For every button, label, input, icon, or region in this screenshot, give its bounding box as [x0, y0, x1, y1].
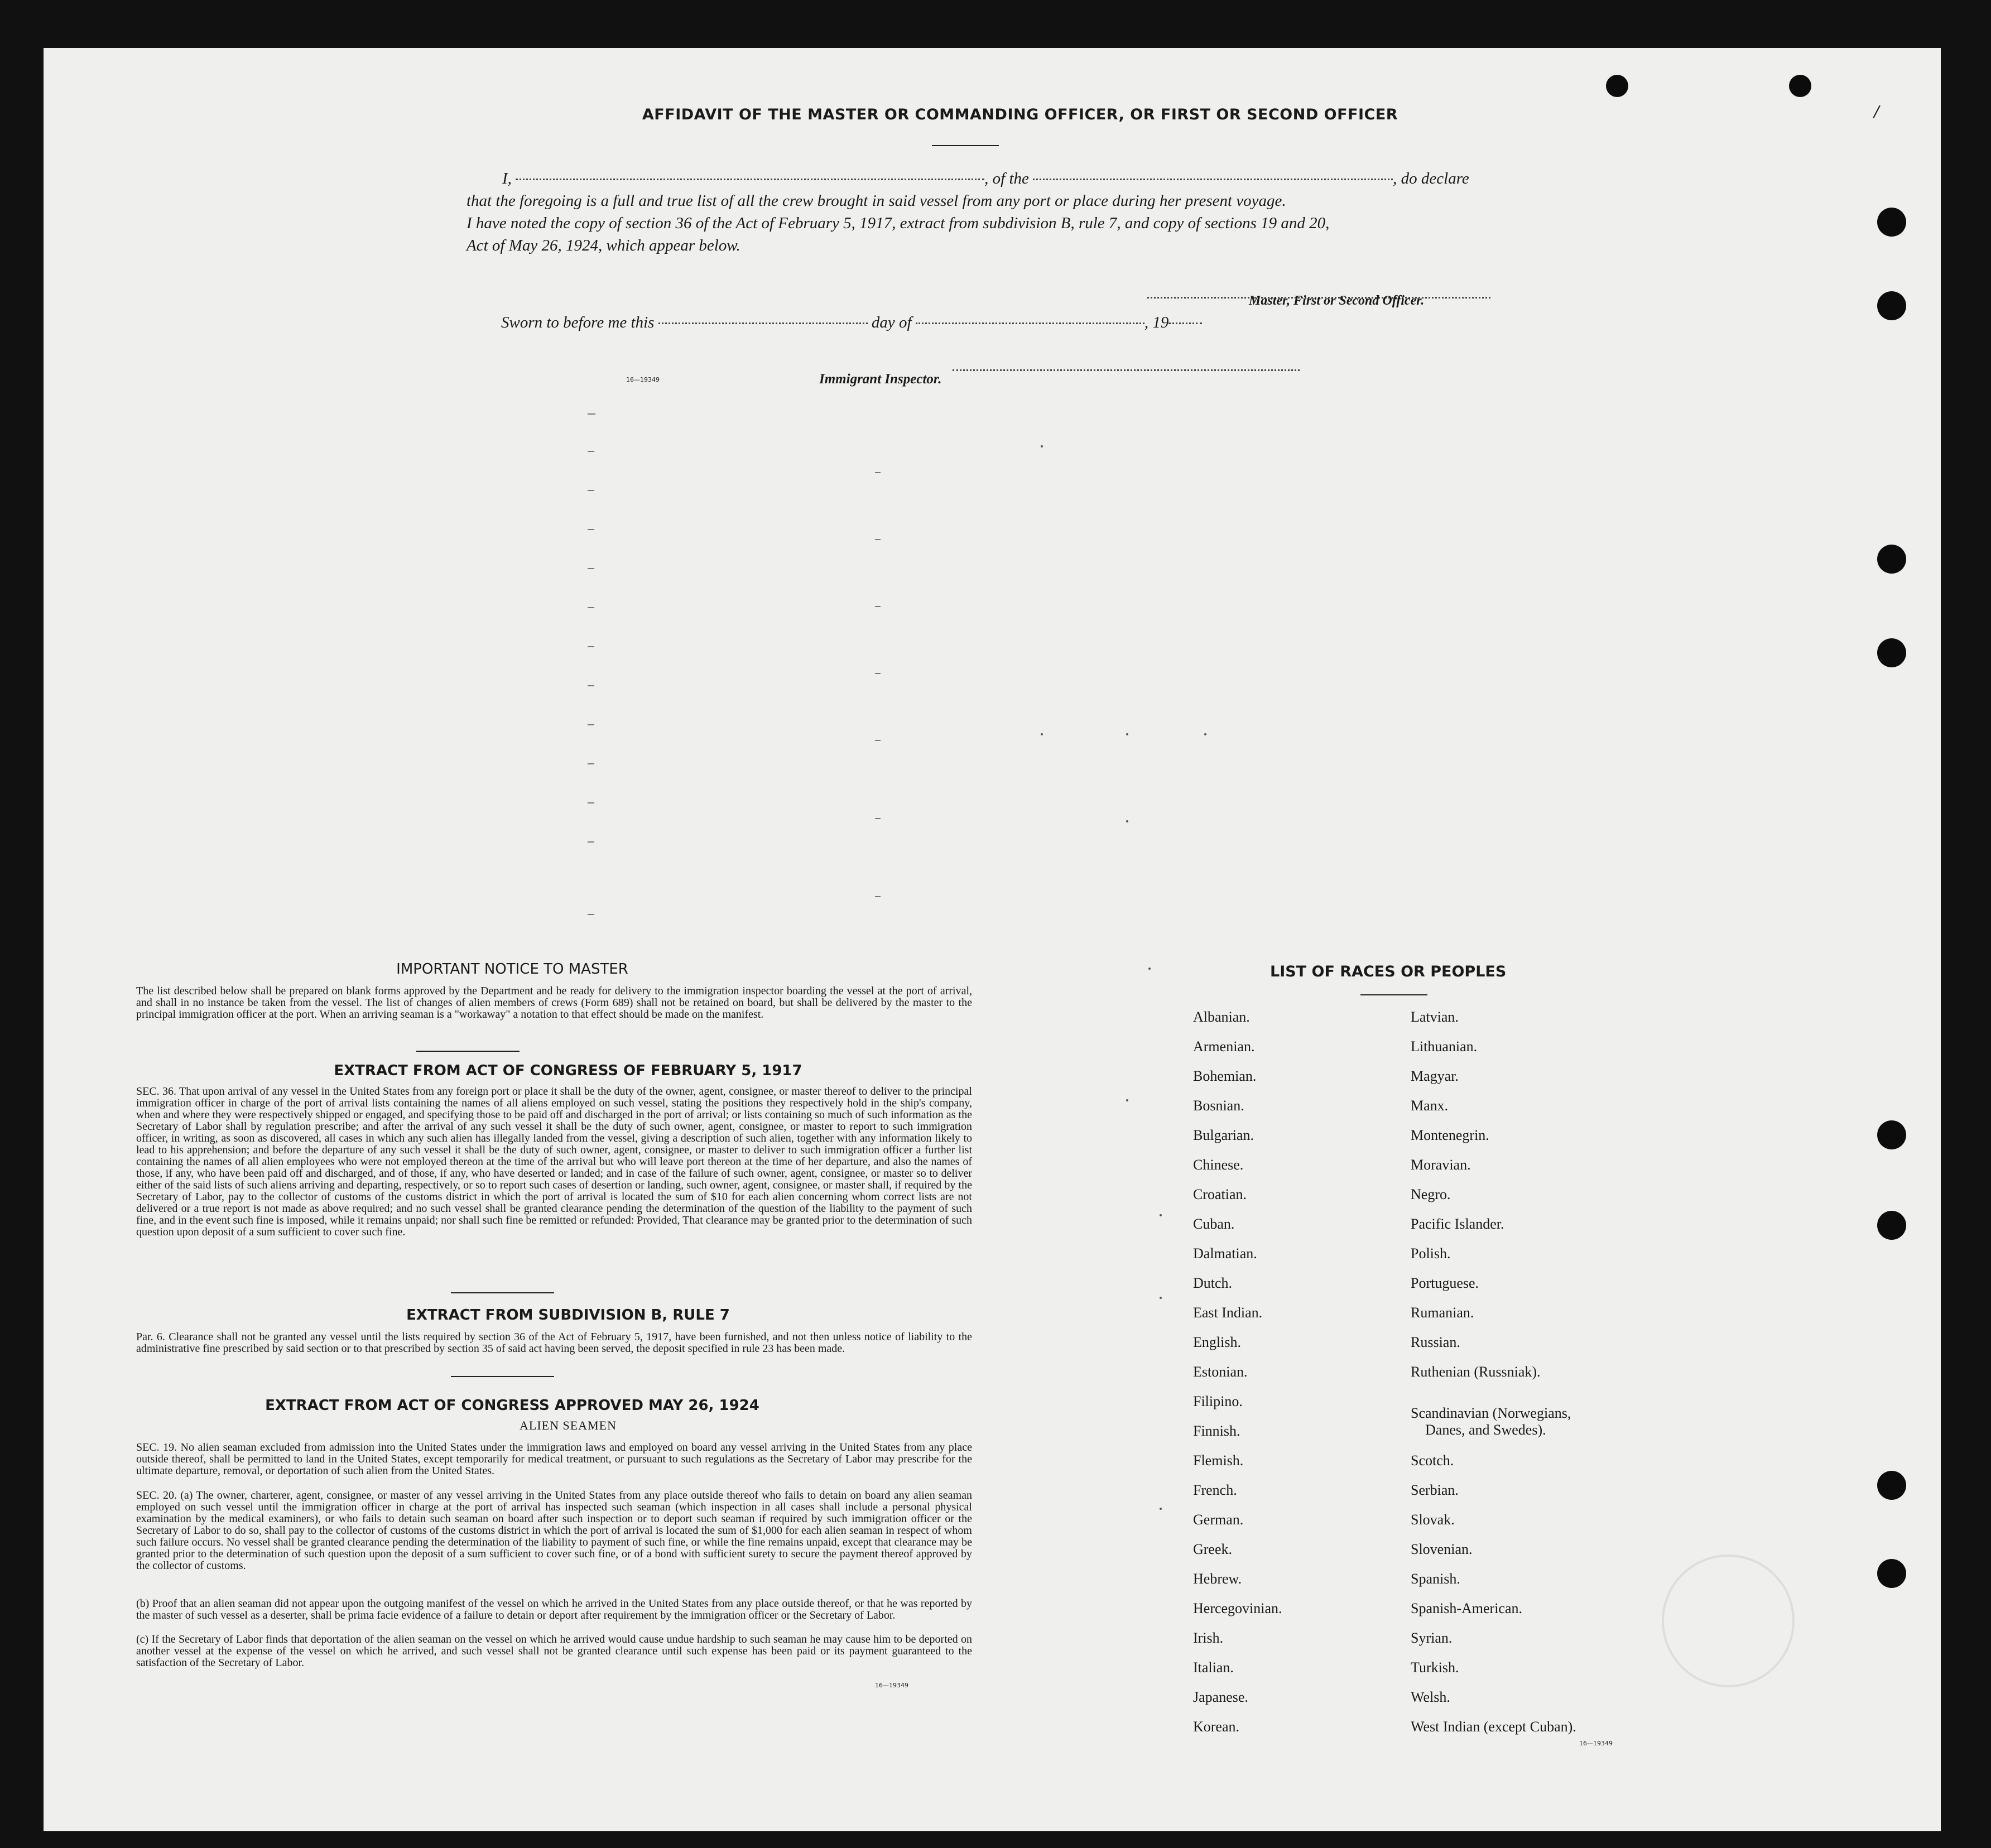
- race-right: Ruthenian (Russniak).: [1411, 1364, 1541, 1380]
- affidavit-title: AFFIDAVIT OF THE MASTER OR COMMANDING OFFICER, OR FIRST OR SECOND OFFICER: [642, 106, 1398, 123]
- race-left: German.: [1193, 1512, 1244, 1528]
- race-left: Armenian.: [1193, 1038, 1255, 1055]
- extract-1924-sec19: SEC. 19. No alien seaman excluded from admission into the United States under the immigration laws and employed on board any vessel arriving in the United States from any place outside thereof, shall be permitted to land in the United States, except temporarily for medical treatment, or pursuant to such regulations as the Secretary of Labor may prescribe for the ultimate departure, removal, or deportation of such alien from the United States.: [136, 1441, 972, 1477]
- bleed-mark: [1041, 733, 1043, 735]
- master-signature-label: Master, First or Second Officer.: [1249, 293, 1425, 308]
- race-left: Greek.: [1193, 1541, 1233, 1557]
- race-left: Albanian.: [1193, 1009, 1250, 1025]
- bleed-mark: [588, 841, 594, 843]
- affidavit-line-1: that the foregoing is a full and true list of all the crew brought in said vessel from any port or place during her present voyage.: [467, 192, 1286, 210]
- race-right: West Indian (except Cuban).: [1411, 1719, 1576, 1735]
- bleed-mark: [1160, 1297, 1162, 1299]
- race-left: Hebrew.: [1193, 1571, 1242, 1587]
- bleed-mark: [875, 539, 881, 540]
- punch-hole: [1789, 75, 1811, 97]
- race-left: Finnish.: [1193, 1423, 1240, 1439]
- race-left: Bosnian.: [1193, 1098, 1244, 1114]
- bleed-mark: [875, 896, 881, 897]
- punch-hole: [1877, 1211, 1906, 1240]
- extract-1924-sec20b: (b) Proof that an alien seaman did not appear upon the outgoing manifest of the vessel on which he arrived in the United States from any place outside thereof, or that he was reported by the master of such vessel as a deserter, shall be prima facie evidence of a failure to detain or deport after requirement by the immigration officer or the Secretary of Labor.: [136, 1597, 972, 1621]
- bleed-mark: [875, 606, 881, 607]
- notice-text: The list described below shall be prepared on blank forms approved by the Department and be ready for delivery to the immigration inspector boarding the vessel at the port of arrival, and shall in no instance be taken from the vessel. The list of changes of alien members of crews (Form 689) shall not be retained on board, but shall be delivered by the master to the principal immigration officer at the port. When an arriving seaman is a "workaway" a notation to that effect should be made on the manifest.: [136, 985, 972, 1021]
- form-number-right: 16—19349: [1579, 1740, 1613, 1747]
- race-right: Lithuanian.: [1411, 1038, 1478, 1055]
- race-left: Cuban.: [1193, 1216, 1235, 1232]
- bleed-mark: [588, 529, 594, 530]
- race-left: Bulgarian.: [1193, 1127, 1254, 1143]
- race-left: English.: [1193, 1334, 1241, 1350]
- punch-hole: [1877, 638, 1906, 667]
- race-right: Rumanian.: [1411, 1305, 1474, 1321]
- section-rule: [416, 1051, 520, 1052]
- bleed-mark: [875, 673, 881, 674]
- race-right: Magyar.: [1411, 1068, 1459, 1084]
- bleed-mark: [588, 607, 594, 608]
- races-title-rule: [1360, 994, 1427, 995]
- bleed-mark: [588, 763, 594, 764]
- race-left: French.: [1193, 1482, 1237, 1498]
- race-right: Slovenian.: [1411, 1541, 1473, 1557]
- race-left: Bohemian.: [1193, 1068, 1257, 1084]
- race-right: Scotch.: [1411, 1452, 1454, 1469]
- race-right: Portuguese.: [1411, 1275, 1479, 1291]
- race-right: Spanish.: [1411, 1571, 1460, 1587]
- race-left: Chinese.: [1193, 1157, 1244, 1173]
- punch-hole: [1877, 1471, 1906, 1500]
- extract-rule7-text: Par. 6. Clearance shall not be granted any vessel until the lists required by section 36 of the Act of February 5, 1917, have been furnished, and not then unless notice of liability to the administrative fine prescribed by said section or to that prescribed by section 35 of said act having been served, the deposit specified in rule 23 has been made.: [136, 1331, 972, 1355]
- race-left: Japanese.: [1193, 1689, 1248, 1705]
- extract-1924-sec20a: SEC. 20. (a) The owner, charterer, agent, consignee, or master of any vessel arriving in the United States from any place outside thereof who fails to detain on board any alien seaman employed on such vessel until the immigration officer in charge at the port of arrival has inspected such seaman (which inspection in all cases shall include a personal physical examination by the medical examiners), or who fails to detain such seaman on board after such inspection or to deport such seaman if required by such immigration officer or the Secretary of Labor to do so, shall pay to the collector of customs of the customs district in which the port of arrival is located the sum of $1,000 for each alien seaman in respect of whom such failure occurs. No vessel shall be granted clearance pending the determination of the liability to payment of such fine, or while the fine remains unpaid, except that clearance may be granted prior to the determination of such question upon the deposit of a sum sufficient to cover such fine, or of a bond with sufficient surety to secure the payment thereof approved by the collector of customs.: [136, 1489, 972, 1572]
- punch-hole: [1877, 545, 1906, 574]
- title-rule: [932, 145, 999, 146]
- year-prefix: , 19: [1144, 314, 1169, 331]
- inspector-label: Immigrant Inspector.: [819, 372, 942, 387]
- extract-rule7-title: EXTRACT FROM SUBDIVISION B, RULE 7: [406, 1307, 730, 1324]
- race-left: Croatian.: [1193, 1186, 1247, 1202]
- race-left: Korean.: [1193, 1719, 1240, 1735]
- bleed-mark: [588, 724, 594, 725]
- sworn-year-blank: [1168, 323, 1202, 324]
- race-left: Estonian.: [1193, 1364, 1248, 1380]
- bleed-mark: [588, 490, 594, 491]
- race-left: Flemish.: [1193, 1452, 1244, 1469]
- bleed-mark: [1204, 733, 1206, 735]
- bleed-mark: [875, 740, 881, 741]
- race-right: Danes, and Swedes).: [1425, 1422, 1546, 1438]
- bleed-mark: [1160, 1508, 1162, 1510]
- bleed-mark: [1126, 1099, 1128, 1101]
- bleed-mark: [875, 818, 881, 819]
- race-right: Negro.: [1411, 1186, 1451, 1202]
- race-right: Pacific Islander.: [1411, 1216, 1504, 1232]
- form-number-top: 16—19349: [626, 376, 660, 383]
- punch-hole: [1877, 208, 1906, 237]
- bleed-mark: [1126, 733, 1128, 735]
- form-number-left: 16—19349: [875, 1682, 908, 1689]
- bleed-mark: [588, 451, 594, 452]
- extract-1917-title: EXTRACT FROM ACT OF CONGRESS OF FEBRUARY 5, 1917: [334, 1062, 802, 1079]
- sworn-month-blank: [916, 323, 1144, 324]
- bleed-mark: [588, 685, 594, 686]
- declaration-line: [502, 170, 1562, 188]
- bleed-mark: [588, 802, 594, 803]
- section-rule: [451, 1292, 554, 1293]
- race-right: Scandinavian (Norwegians,: [1411, 1405, 1571, 1421]
- sworn-day-blank: [658, 323, 868, 324]
- race-left: East Indian.: [1193, 1305, 1263, 1321]
- extract-1924-title: EXTRACT FROM ACT OF CONGRESS APPROVED MAY 26, 1924: [265, 1397, 759, 1414]
- vessel-blank: [1033, 179, 1393, 180]
- race-left: Filipino.: [1193, 1393, 1243, 1409]
- punch-hole: [1877, 291, 1906, 320]
- faint-stamp: [1662, 1555, 1795, 1687]
- sworn-line: [501, 314, 1338, 332]
- race-left: Hercegovinian.: [1193, 1600, 1282, 1616]
- bleed-mark: [588, 646, 594, 647]
- notice-title: IMPORTANT NOTICE TO MASTER: [396, 961, 628, 978]
- race-right: Russian.: [1411, 1334, 1460, 1350]
- race-right: Serbian.: [1411, 1482, 1459, 1498]
- bleed-mark: [1126, 820, 1128, 822]
- race-right: Polish.: [1411, 1245, 1451, 1262]
- race-right: Welsh.: [1411, 1689, 1450, 1705]
- race-right: Syrian.: [1411, 1630, 1453, 1646]
- punch-hole: [1606, 75, 1628, 97]
- day-of-label: day of: [871, 314, 912, 331]
- extract-1924-sec20c: (c) If the Secretary of Labor finds that deportation of the alien seaman on the vessel on which he arrived would cause undue hardship to such seaman he may cause him to be deported on another vessel at the expense of the vessel on which he arrived, and such vessel shall not be granted clearance until such expense has been paid or its payment guaranteed to the satisfaction of the Secretary of Labor.: [136, 1633, 972, 1669]
- of-the-label: , of the: [984, 170, 1029, 187]
- race-left: Italian.: [1193, 1659, 1234, 1676]
- margin-mark: /: [1874, 102, 1879, 122]
- race-right: Manx.: [1411, 1098, 1449, 1114]
- alien-seamen-subtitle: ALIEN SEAMEN: [520, 1418, 617, 1432]
- bleed-mark: [588, 914, 594, 915]
- bleed-mark: [1148, 968, 1151, 970]
- race-left: Irish.: [1193, 1630, 1224, 1646]
- race-right: Montenegrin.: [1411, 1127, 1489, 1143]
- document-page: [44, 48, 1941, 1831]
- race-left: Dutch.: [1193, 1275, 1233, 1291]
- race-left: Dalmatian.: [1193, 1245, 1257, 1262]
- extract-1917-text: SEC. 36. That upon arrival of any vessel in the United States from any foreign port or place it shall be the duty of the owner, agent, consignee, or master thereof to deliver to the principal immigration officer in charge of the port of arrival lists containing the names of all aliens employed on such vessel, stating the positions they respectively hold in the ship's company, when and where they were respectively shipped or engaged, and specifying those to be paid off and discharged in the port of arrival; or lists containing so much of such information as the Secretary of Labor shall by regulation prescribe; and after the arrival of any such vessel it shall be the duty of such owner, agent, consignee, or master to report to such immigration officer, in writing, as soon as discovered, all cases in which any such alien has illegally landed from the vessel, giving a description of such alien, together with any information likely to lead to his apprehension; and before the departure of any such vessel it shall be the duty of such owner, agent, consignee, or master to deliver to such immigration officer a further list containing the names of all alien employees who were not employed thereon at the time of the arrival but who will leave port thereon at the time of her departure, and also the names of those, if any, who have been paid off and discharged, and of those, if any, who have deserted or landed; and in case of the failure of such owner, agent, consignee, or master so to deliver either of the said lists of such aliens arriving and departing, respectively, or so to report such cases of desertion or landing, such owner, agent, consignee, or master shall, if required by the Secretary of Labor, pay to the collector of customs of the customs district in which the port of arrival is located the sum of $10 for each alien concerning whom correct lists are not delivered or a true report is not made as above required; and no such vessel shall be granted clearance pending the determination of the question of the liability to the payment of such fine, and in the event such fine is imposed, while it remains unpaid; nor shall such fine be remitted or refunded: Provided, That clearance may be granted prior to the determination of such question upon deposit of a sum sufficient to cover such fine.: [136, 1085, 972, 1238]
- affidavit-line-3: Act of May 26, 1924, which appear below.: [467, 237, 740, 254]
- bleed-mark: [588, 568, 594, 569]
- inspector-signature-line: [953, 369, 1300, 371]
- punch-hole: [1877, 1559, 1906, 1588]
- i-label: I,: [502, 170, 512, 187]
- race-right: Moravian.: [1411, 1157, 1471, 1173]
- race-right: Latvian.: [1411, 1009, 1459, 1025]
- bleed-mark: [588, 413, 595, 415]
- affidavit-line-2: I have noted the copy of section 36 of the Act of February 5, 1917, extract from subdivision B, rule 7, and copy of sections 19 and 20,: [467, 214, 1330, 232]
- do-declare-label: , do declare: [1393, 170, 1469, 187]
- punch-hole: [1877, 1120, 1906, 1149]
- name-blank: [516, 179, 984, 180]
- race-right: Spanish-American.: [1411, 1600, 1523, 1616]
- bleed-mark: [875, 472, 881, 473]
- section-rule: [451, 1376, 554, 1377]
- bleed-mark: [1160, 1214, 1162, 1216]
- sworn-label: Sworn to before me this: [501, 314, 655, 331]
- race-right: Slovak.: [1411, 1512, 1455, 1528]
- race-right: Turkish.: [1411, 1659, 1459, 1676]
- races-title: LIST OF RACES OR PEOPLES: [1270, 963, 1507, 980]
- bleed-mark: [1041, 445, 1043, 447]
